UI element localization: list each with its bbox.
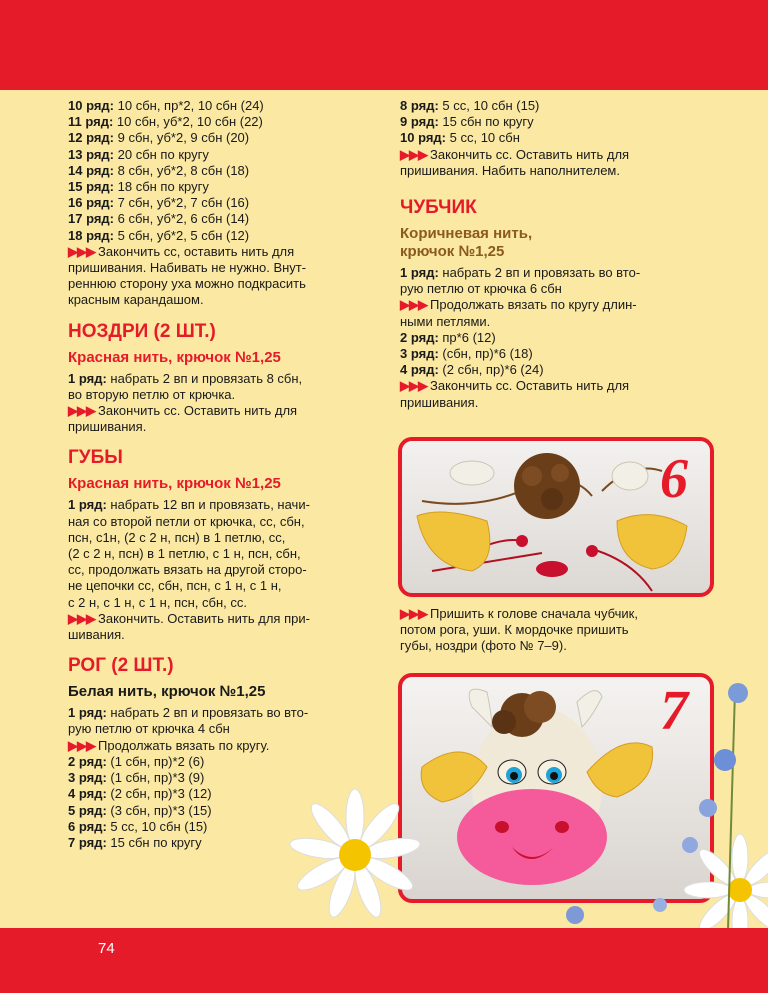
lips-note-line-1: ▶▶▶ Закончить. Оставить нить для при-	[68, 610, 310, 626]
instruction-row	[68, 211, 370, 227]
row-text: 6 сбн, уб*2, 6 сбн (14)	[114, 211, 250, 227]
lips-title: ГУБЫ	[68, 447, 123, 469]
row-text: 7 сбн, уб*2, 7 сбн (16)	[114, 195, 250, 211]
forelock-note2-line-2: пришивания.	[400, 394, 479, 410]
row-label: 13 ряд:	[68, 146, 115, 162]
top-red-band	[0, 0, 768, 90]
arrow-icon: ▶▶▶	[400, 378, 427, 394]
bottom-red-band	[0, 928, 768, 993]
nostrils-row-1: 1 ряд: набрать 2 вп и провязать 8 сбн,	[68, 370, 303, 386]
row-text: (сбн, пр)*6 (18)	[438, 346, 533, 362]
ear-note-line-2: пришивания. Набивать не нужно. Внут-	[68, 260, 307, 276]
ear-note-line-3: реннюю сторону уха можно подкрасить	[68, 276, 306, 292]
row-label: 15 ряд:	[68, 179, 115, 195]
horn-subtitle: Белая нить, крючок №1,25	[68, 683, 266, 701]
row-label: 3 ряд:	[68, 770, 107, 786]
horn-end-note-line-1: ▶▶▶ Закончить сс. Оставить нить для	[400, 146, 630, 162]
row-label: 5 ряд:	[68, 802, 107, 818]
row-text: 18 сбн по кругу	[114, 179, 209, 195]
row-label: 10 ряд:	[68, 98, 115, 113]
assembly-note	[400, 606, 706, 655]
row-label: 2 ряд:	[68, 753, 107, 769]
row-text: (1 сбн, пр)*3 (9)	[106, 770, 205, 786]
row-label: 2 ряд:	[400, 329, 439, 345]
row-label: 14 ряд:	[68, 162, 115, 178]
left-column	[68, 98, 370, 851]
instruction-row	[68, 835, 370, 851]
ear-note-line-1: ▶▶▶ Закончить сс, оставить нить для	[68, 243, 295, 259]
forelock-subtitle-line-1: Коричневая нить,	[400, 225, 533, 243]
lips-row-1-line-7: с 2 н, с 1 н, с 1 н, псн, сбн, сс.	[68, 594, 247, 610]
row-text: 10 сбн, пр*2, 10 сбн (24)	[114, 98, 264, 113]
row-label: 16 ряд:	[68, 195, 115, 211]
nostrils-row-1-cont: во вторую петлю от крючка.	[68, 386, 236, 402]
forelock-note1-line-2: ными петлями.	[400, 313, 491, 329]
instruction-row	[400, 114, 706, 130]
row-text: 5 сс, 10 сбн (15)	[438, 98, 540, 113]
row-text: 15 сбн по кругу	[438, 114, 534, 130]
arrow-icon: ▶▶▶	[400, 606, 427, 621]
row-label: 11 ряд:	[68, 114, 114, 130]
forelock-row-1: 1 ряд: набрать 2 вп и провязать во вто-	[400, 265, 641, 281]
right-column	[400, 98, 706, 411]
instruction-row	[400, 346, 706, 362]
forelock-subtitle-line-2: крючок №1,25	[400, 243, 505, 261]
row-label: 3 ряд:	[400, 346, 439, 362]
instruction-row	[68, 130, 370, 146]
instruction-row	[400, 362, 706, 378]
lips-row-1-line-2: ная со второй петли от крючка, сс, сбн,	[68, 513, 305, 529]
horn-rows-continued	[400, 98, 706, 147]
photo-7	[398, 673, 714, 903]
instruction-row	[68, 786, 370, 802]
row-text: 15 сбн по кругу	[106, 834, 202, 850]
arrow-icon: ▶▶▶	[68, 610, 95, 626]
lips-subtitle: Красная нить, крючок №1,25	[68, 475, 281, 493]
row-label: 17 ряд:	[68, 211, 115, 227]
instruction-row	[68, 179, 370, 195]
row-label: 8 ряд:	[400, 98, 439, 113]
page-number: 74	[98, 940, 115, 957]
row-text: (3 сбн, пр)*3 (15)	[106, 802, 212, 818]
row-label: 9 ряд:	[400, 114, 439, 130]
forelock-row-1-cont: рую петлю от крючка 6 сбн	[400, 281, 562, 297]
row-text: 5 сс, 10 сбн (15)	[106, 818, 208, 834]
instruction-row	[68, 819, 370, 835]
horn-end-note-line-2: пришивания. Набить наполнителем.	[400, 162, 620, 178]
forelock-note1-line-1: ▶▶▶ Продолжать вязать по кругу длин-	[400, 297, 637, 313]
horn-row-1: 1 ряд: набрать 2 вп и провязать во вто-	[68, 705, 309, 721]
row-label: 4 ряд:	[68, 786, 107, 802]
instruction-row	[68, 114, 370, 130]
row-label: 12 ряд:	[68, 130, 115, 146]
row-text: 8 сбн, уб*2, 8 сбн (18)	[114, 162, 250, 178]
horn-title: РОГ (2 ШТ.)	[68, 655, 174, 677]
lips-row-1: 1 ряд: набрать 12 вп и провязать, начи-	[68, 497, 310, 513]
forelock-rows	[400, 330, 706, 379]
lips-row-1-line-5: сс, продолжать вязать на другой сторо-	[68, 562, 307, 578]
lips-row-1-line-4: (2 с 2 н, псн) в 1 петлю, с 1 н, псн, сбн,	[68, 546, 301, 562]
assembly-note-line-2: потом рога, уши. К мордочке пришить	[400, 622, 629, 638]
row-text: пр*6 (12)	[438, 329, 496, 345]
row-text: 5 сс, 10 сбн	[446, 130, 520, 146]
row-text: (2 сбн, пр)*3 (12)	[106, 786, 212, 802]
row-text: 5 сбн, уб*2, 5 сбн (12)	[114, 227, 250, 243]
instruction-row	[68, 163, 370, 179]
arrow-icon: ▶▶▶	[68, 243, 95, 259]
row-label: 4 ряд:	[400, 362, 439, 378]
nostrils-note-line-2: пришивания.	[68, 419, 147, 435]
lips-row-1-line-6: не цепочки сс, сбн, псн, с 1 н, с 1 н,	[68, 578, 282, 594]
instruction-row	[68, 770, 370, 786]
row-text: (1 сбн, пр)*2 (6)	[106, 753, 205, 769]
nostrils-subtitle: Красная нить, крючок №1,25	[68, 348, 281, 366]
instruction-row	[68, 228, 370, 244]
arrow-icon: ▶▶▶	[68, 737, 95, 753]
forelock-note2-line-1: ▶▶▶ Закончить сс. Оставить нить для	[400, 378, 630, 394]
instruction-row	[400, 330, 706, 346]
instruction-row	[68, 803, 370, 819]
arrow-icon: ▶▶▶	[400, 297, 427, 313]
lips-row-1-line-3: псн, с1н, (2 с 2 н, псн) в 1 петлю, сс,	[68, 529, 286, 545]
row-label: 6 ряд:	[68, 818, 107, 834]
instruction-row	[400, 130, 706, 146]
instruction-row	[68, 147, 370, 163]
assembly-note-line-1: ▶▶▶ Пришить к голове сначала чубчик,	[400, 606, 638, 621]
instruction-row	[68, 754, 370, 770]
horn-rows	[68, 754, 370, 851]
nostrils-title: НОЗДРИ (2 ШТ.)	[68, 320, 216, 342]
row-label: 7 ряд:	[68, 834, 107, 850]
row-label: 10 ряд:	[400, 130, 447, 146]
horn-note: ▶▶▶ Продолжать вязать по кругу.	[68, 737, 270, 753]
photo-7-number: 7	[660, 680, 688, 742]
instruction-row	[68, 98, 370, 114]
row-label: 18 ряд:	[68, 227, 115, 243]
row-text: 10 сбн, уб*2, 10 сбн (22)	[113, 114, 263, 130]
instruction-row	[68, 195, 370, 211]
ear-rows	[68, 98, 370, 244]
arrow-icon: ▶▶▶	[68, 403, 95, 419]
lips-note-line-2: шивания.	[68, 627, 125, 643]
photo-6-number: 6	[660, 448, 688, 510]
nostrils-note-line-1: ▶▶▶ Закончить сс. Оставить нить для	[68, 403, 298, 419]
horn-row-1-cont: рую петлю от крючка 4 сбн	[68, 721, 230, 737]
row-text: 20 сбн по кругу	[114, 146, 209, 162]
row-text: (2 сбн, пр)*6 (24)	[438, 362, 544, 378]
arrow-icon: ▶▶▶	[400, 146, 427, 162]
photo-6	[398, 437, 714, 597]
forelock-title: ЧУБЧИК	[400, 197, 477, 219]
assembly-note-line-3: губы, ноздри (фото № 7–9).	[400, 638, 567, 654]
row-text: 9 сбн, уб*2, 9 сбн (20)	[114, 130, 250, 146]
instruction-row	[400, 98, 706, 114]
ear-note-line-4: красным карандашом.	[68, 292, 204, 308]
